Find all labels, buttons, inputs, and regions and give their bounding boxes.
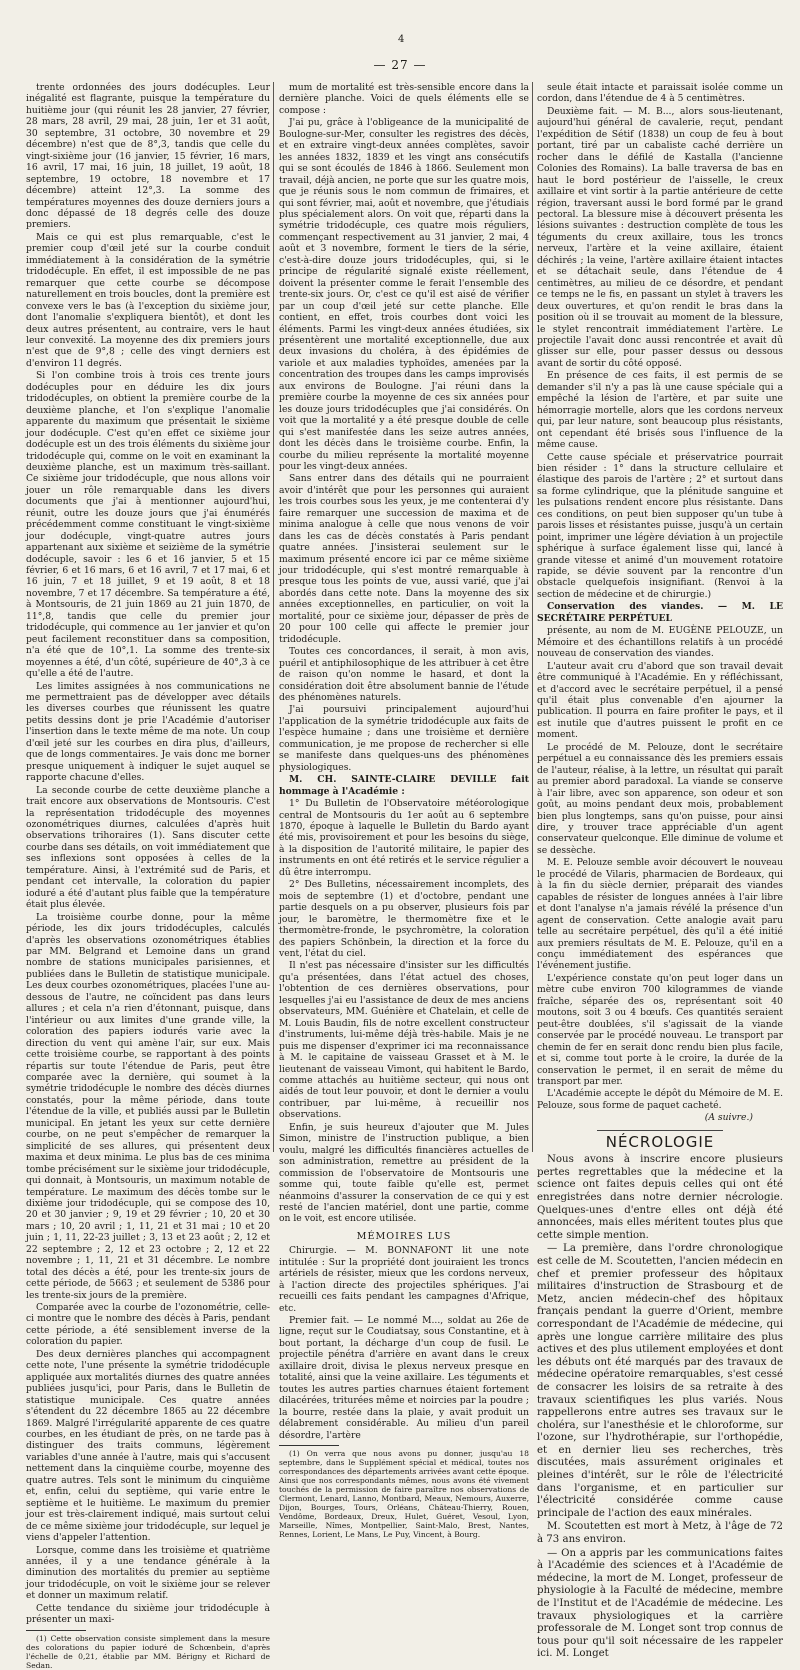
paragraph: M. Scoutetten est mort à Metz, à l'âge de 72 à 73 ans environ. <box>537 1521 783 1546</box>
paragraph: En présence de ces faits, il est permis de se demander s'il n'y a pas là une cause spéciale qui a empêché la lésion de l'artère, et par suite une hémorragie mortelle, alors que les cordons nerveux qui, par leur nature, sont beaucoup plus résistants, ont cependant été brisés sous l'influence de la même cause. <box>537 370 783 451</box>
paragraph: M. E. Pelouze semble avoir découvert le nouveau le procédé de Vilaris, pharmacien de Bordeaux, qui à la fin du siècle dernier, préparait des viandes capables de résister de longues années à l'air libre et dont l'analyse n'a jamais révélé la présence d'un agent de conservation. Cette analogie avait paru telle au secrétaire perpétuel, dès qu'il a été initié aux premiers résultats de M. E. Pelouze, qu'il en a conçu immédiatement des espérances que l'événement justifie. <box>537 857 783 972</box>
paragraph: J'ai pu, grâce à l'obligeance de la municipalité de Boulogne-sur-Mer, consulter les registres des décès, et en extraire vingt-deux années complètes, savoir les années 1832, 1839 et les vingt ans consécutifs qui se sont écoulés de 1846 à 1866. Seulement mon travail, déjà ancien, ne porte que sur les quatre mois, que je réunis sous le nom commun de frimaires, et qui sont février, mai, août et novembre, que j'étudiais plus spécialement alors. On voit que, réparti dans la symétrie tridodécuple, ces quatre mois réguliers, commençant respectivement au 31 janvier, 2 mai, 4 août et 3 novembre, forment le tiers de la série, c'est-à-dire douze jours tridodécuples, qui, si le principe de régularité signalé existe réellement, doivent la présenter comme le ferait l'ensemble des trente-six jours. Or, c'est ce qu'il est aisé de vérifier par un coup d'œil jeté sur cette planche. Elle contient, en effet, trois courbes dont voici les éléments. Parmi les vingt-deux années étudiées, six présentèrent une mortalité exceptionnelle, due aux deux invasions du choléra, à des épidémies de variole et aux maladies typhoïdes, amenées par la concentration des troupes dans les camps improvisés aux environs de Boulogne. J'ai réuni dans la première courbe la moyenne de ces six années pour les douze jours tridodécuples que j'ai considérés. On voit que la mortalité y a été presque double de celle qui s'est manifestée dans les seize autres années, dont les décès dans le troisième courbe. Enfin, la courbe du milieu représente la mortalité moyenne pour les vingt-deux années. <box>279 117 529 472</box>
paragraph: Cette tendance du sixième jour tridodécuple à présenter un maxi- <box>26 1602 270 1626</box>
paragraph: trente ordonnées des jours dodécuples. Leur inégalité est flagrante, puisque la température du huitième jour (qui réunit les 28 janvier, 27 février, 28 mars, 28 avril, 29 mai, 28 juin, 1er et 31 août, 30 septembre, 31 octobre, 30 novembre et 29 décembre) n'est que de 8°,3, tandis que celle du vingt-sixième jour (16 janvier, 15 février, 16 mars, 16 avril, 17 mai, 16 juin, 18 juillet, 19 août, 18 septembre, 19 octobre, 18 novembre et 17 décembre) atteint 12°,3. La somme des températures moyennes des douze derniers jours a donc dépassé de 18 degrés celle des douze premiers. <box>26 82 270 231</box>
paragraph: La troisième courbe donne, pour la même période, les dix jours tridodécuples, calculés d'après les observations ozonométriques établies par MM. Belgrand et Lemoine dans un grand nombre de stations municipales parisiennes, et publiées dans le Bulletin de statistique municipale. Les deux courbes ozonométriques, placées l'une au-dessous de l'autre, ne coïncident pas dans leurs allures ; et cela n'a rien d'étonnant, puisque, dans l'intérieur ou aux limites d'une grande ville, la coloration des papiers iodurés varie avec la direction du vent qui amène l'air, sur eux. Mais cette troisième courbe, se rapportant à des points répartis sur toute l'étendue de Paris, peut être comparée avec la dernière, qui soumet à la symétrie tridodécuple le nombre des décès diurnes constatés, pour la même période, dans toute l'étendue de la ville, et publiés aussi par le Bulletin municipal. En jetant les yeux sur cette dernière courbe, on ne peut s'empêcher de remarquer la simplicité de ses allures, qui présentent deux maxima et deux minima. Le plus bas de ces minima tombe précisément sur le sixième jour tridodécuple, qui donnait, à Montsouris, un maximum notable de température. Le maximum des décès tombe sur le dixième jour tridodécuple, qui se compose des 10, 20 et 30 janvier ; 9, 19 et 29 février ; 10, 20 et 30 mars ; 10, 20 avril ; 1, 11, 21 et 31 mai ; 10 et 20 juin ; 1, 11, 22-23 juillet ; 3, 13 et 23 août ; 2, 12 et 22 septembre ; 2, 12 et 23 octobre ; 2, 12 et 22 novembre ; 1, 11, 21 et 31 décembre. Le nombre total des décès a été, pour les trente-six jours de cette période, de 5663 ; et seulement de 5386 pour les trente-six jours de la première. <box>26 911 270 1301</box>
paragraph: — La première, dans l'ordre chronologique est celle de M. Scoutetten, l'ancien médecin en chef et premier professeur des hôpitaux militaires d'instruction de Strasbourg et de Metz, ancien médecin-chef des hôpitaux français pendant la guerre d'Orient, membre correspondant de l'Académie de médecine, qui après une longue carrière militaire des plus actives et des plus utilement employées et dont les débuts ont été marqués par des travaux de médecine opératoire remarquables, s'est cessé de consacrer les loisirs de sa retraite à des travaux scientifiques les plus variés. Nous rappellerons entre autres ses travaux sur le choléra, sur l'anesthésie et le chloroforme, sur l'ozone, sur l'hydrothérapie, sur l'orthopédie, et en dernier lieu ses recherches, très discutées, mais assurément originales et pleines d'intérêt, sur le rôle de l'électricité dans l'organisme, et en particulier sur l'électricité considérée comme cause principale de l'action des eaux minérales. <box>537 1243 783 1519</box>
signature-a-suivre: (A suivre.) <box>704 1112 753 1124</box>
column-1 <box>26 82 270 1670</box>
paragraph: J'ai poursuivi principalement aujourd'hui l'application de la symétrie tridodécuple aux faits de l'espèce humaine ; dans une troisième et dernière communication, je me propose de rechercher si elle se manifeste dans quelques-uns des phénomènes physiologiques. <box>279 704 529 773</box>
paragraph: 1° Du Bulletin de l'Observatoire météorologique central de Montsouris du 1er août au 6 septembre 1870, époque à laquelle le Bulletin du Bardo ayant été mis, provisoirement et pour les besoins du siège, à la disposition de l'autorité militaire, le papier des instruments en ont été retirés et le service régulier a dû être interrompu. <box>279 798 529 878</box>
paragraph: Comparée avec la courbe de l'ozonométrie, celle-ci montre que le nombre des décès à Paris, pendant cette période, a été sensiblement inverse de la coloration du papier. <box>26 1302 270 1348</box>
entry-title-deville: M. CH. SAINTE-CLAIRE DEVILLE fait hommage à l'Académie : <box>279 774 529 797</box>
footnote: (1) Cette observation consiste simplement dans la mesure des colorations du papier ioduré de Schœnbein, d'après l'échelle de 0,21, établie par MM. Bérigny et Richard de Sedan. <box>26 1633 270 1670</box>
paragraph: L'Académie accepte le dépôt du Mémoire de M. E. Pelouze, sous forme de paquet cacheté. <box>537 1088 783 1111</box>
paragraph: Mais ce qui est plus remarquable, c'est le premier coup d'œil jeté sur la courbe conduit immédiatement à la considération de la symétrie tridodécuple. En effet, il est impossible de ne pas remarquer que cette courbe se décompose naturellement en trois boucles, dont la première est convexe vers le bas (à l'exception du sixième jour, dont l'anomalie s'expliquera bientôt), et dont les deux autres présentent, au contraire, vers le haut leur convexité. La moyenne des dix premiers jours n'est que de 9°,8 ; celle des vingt derniers est d'environ 11 degrés. <box>26 231 270 369</box>
footnote: (1) On verra que nous avons pu donner, jusqu'au 18 septembre, dans le Supplément spécial et médical, toutes nos correspondances des départements arrivées avant cette époque. Ainsi que nos correspondants mêmes, nous avons été vivement touchés de la permission de faire paraître nos observations de Clermont, Lenard, Lanno, Montbard, Meaux, Nemours, Auxerre, Dijon, Bourges, Tours, Orléans, Château-Thierry, Rouen, Vendôme, Bordeaux, Dreux, Hulet, Guéret, Vesoul, Lyon, Marseille, Nîmes, Montpellier, Saint-Malo, Brest, Nantes, Rennes, Lorient, Le Mans, Le Puy, Vincent, à Bourg. <box>279 1449 529 1540</box>
paragraph: — On a appris par les communications faites à l'Académie des sciences et à l'Académie de médecine, la mort de M. Longet, professeur de physiologie à la Faculté de médecine, membre de l'Institut et de l'Académie de médecine. Les travaux physiologiques et la carrière professorale de M. Longet sont trop connus de tous pour qu'il soit nécessaire de les rappeler ici. M. Longet <box>537 1547 783 1660</box>
paragraph: Il n'est pas nécessaire d'insister sur les difficultés qu'a présentées, dans l'état actuel des choses, l'obtention de ces dernières observations, pour lesquelles j'ai eu l'assistance de deux de mes anciens observateurs, MM. Guénière et Chatelain, et celle de M. Louis Baudin, fils de notre excellent constructeur d'instruments, lui-même déjà très-habile. Mais je ne puis me dispenser d'exprimer ici ma reconnaissance à M. le capitaine de vaisseau Grasset et à M. le lieutenant de vaisseau Vimont, qui habitent le Bardo, comme attachés au huitième secteur, qui nous ont aidés de tout leur pouvoir, et dont le dernier a voulu contribuer, par lui-même, à recueillir nos observations. <box>279 960 529 1121</box>
entry-title-viandes: Conservation des viandes. — M. LE SECRÉTAIRE PERPÉTUEL <box>537 601 783 624</box>
paragraph: L'expérience constate qu'on peut loger dans un mètre cube environ 700 kilogrammes de viande fraîche, séparée des os, représentant soit 40 moutons, soit 3 ou 4 bœufs. Ces quantités seraient peut-être doublées, s'il s'agissait de la viande conservée par le procédé nouveau. Le transport par chemin de fer en serait donc rendu bien plus facile, et si, comme tout porte à le croire, la durée de la conservation le permet, il en serait de même du transport par mer. <box>537 972 783 1087</box>
section-title-necrologie: NÉCROLOGIE <box>605 1132 715 1151</box>
paragraph: Enfin, je suis heureux d'ajouter que M. Jules Simon, ministre de l'instruction publique, a bien voulu, malgré les difficultés financières actuelles de son administration, remettre au président de la commission de l'observatoire de Montsouris une somme qui, toute faible qu'elle est, permet néanmoins d'assurer la conservation de ce qui y est resté de l'ancien matériel, dont une partie, comme on le voit, est encore utilisée. <box>279 1121 529 1225</box>
entry-title-bonnafont: Chirurgie. — M. BONNAFONT lit une note intitulée : Sur la propriété dont jouiraient les troncs artériels de résister, mieux que les cordons nerveux, à l'action directe des projectiles sphériques. J'ai recueilli ces faits pendant les campagnes d'Afrique, etc. <box>279 1245 529 1314</box>
top-mark: 4 <box>398 34 405 45</box>
paragraph: La seconde courbe de cette deuxième planche a trait encore aux observations de Montsouris. C'est la représentation tridodécuple des moyennes ozonométriques diurnes, calculées d'après huit observations trihoraires (1). Sans discuter cette courbe dans ses détails, on voit immédiatement que ses inflexions sont opposées à celles de la température. Ainsi, à l'extrémité sud de Paris, et pendant cet intervalle, la coloration du papier ioduré a été d'autant plus faible que la température était plus élevée. <box>26 784 270 911</box>
paragraph: Des deux dernières planches qui accompagnent cette note, l'une présente la symétrie tridodécuple appliquée aux mortalités diurnes des quatre années publiées jusqu'ici, pour Paris, dans le Bulletin de statistique municipale. Ces quatre années s'étendent du 22 décembre 1865 au 22 décembre 1869. Malgré l'irrégularité apparente de ces quatre courbes, en les étudiant de près, on ne tarde pas à distinguer des traits communs, légèrement variables d'une année à l'autre, mais qui s'accusent nettement dans la cinquième courbe, moyenne des quatre autres. Tels sont le minimum du cinquième et, enfin, celui du septième, qui varie entre le septième et le huitième. Le maximum du premier jour est très-clairement indiqué, mais surtout celui de ce même sixième jour tridodécuple, sur lequel je viens d'appeler l'attention. <box>26 1348 270 1544</box>
paragraph: Nous avons à inscrire encore plusieurs pertes regrettables que la médecine et la science ont faites depuis celles qui ont été enregistrées dans notre dernier nécrologie. Quelques-unes d'entre elles ont déjà été annoncées, mais elles méritent toutes plus que cette simple mention. <box>537 1154 783 1241</box>
paragraph: Sans entrer dans des détails qui ne pourraient avoir d'intérêt que pour les personnes qui auraient les trois courbes sous les yeux, je me contenterai d'y faire remarquer une succession de maxima et de minima analogue à celle que nous venons de voir dans les cas de décès constatés à Paris pendant quatre années. J'insisterai seulement sur le maximum présenté encore ici par ce même sixième jour tridodécuple, qui s'est montré remarquable à presque tous les points de vue, aussi varié, que j'ai abordés dans cette note. Dans la moyenne des six années exceptionnelles, en particulier, on voit la mortalité, pour ce sixième jour, dépasser de près de 20 pour 100 celle qui affecte le premier jour tridodécuple. <box>279 473 529 645</box>
footnote-rule <box>26 1630 86 1631</box>
column-rule-right <box>532 82 533 1152</box>
paragraph: présente, au nom de M. EUGÈNE PELOUZE, un Mémoire et des échantillons relatifs à un procédé nouveau de conservation des viandes. <box>537 625 783 660</box>
paragraph: Les limites assignées à nos communications ne me permettraient pas de développer avec détails les diverses courbes que réunissent les quatre petits dessins dont je prie l'Académie d'autoriser l'insertion dans le texte même de ma note. Un coup d'œil jeté sur les courbes en dira plus, d'ailleurs, que de longs commentaires. Je vais donc me borner presque uniquement à indiquer le sujet auquel se rapporte chacune d'elles. <box>26 680 270 784</box>
paragraph: mum de mortalité est très-sensible encore dans la dernière planche. Voici de quels éléments elle se compose : <box>279 82 529 116</box>
paragraph: L'auteur avait cru d'abord que son travail devait être communiqué à l'Académie. En y réfléchissant, et d'accord avec le secrétaire perpétuel, il a pensé qu'il était plus convenable d'en ajourner la publication. Il pourra en faire profiter le pays, et il est inutile que d'autres puissent le profit en ce moment. <box>537 660 783 741</box>
paragraph: 2° Des Bulletins, nécessairement incomplets, des mois de septembre (1) et d'octobre, pendant une partie desquels on a pu observer, plusieurs fois par jour, le baromètre, le thermomètre fixe et le thermomètre-fronde, le psychromètre, la coloration des papiers Schönbein, la direction et la force du vent, l'état du ciel. <box>279 879 529 959</box>
paragraph: Cette cause spéciale et préservatrice pourrait bien résider : 1° dans la structure cellulaire et élastique des parois de l'artère ; 2° et surtout dans sa forme cylindrique, que la plénitude sanguine et les pulsations rendent encore plus résistante. Dans ces conditions, on peut bien supposer qu'un tube à parois lisses et résistantes puisse, jusqu'à un certain point, imprimer une légère déviation à un projectile sphérique à surface également lisse qui, lancé à grande vitesse et animé d'un mouvement rotatoire rapide, se dévie souvent par la rencontre d'un obstacle quelquefois insignifiant. (Renvoi à la section de médecine et de chirurgie.) <box>537 451 783 600</box>
page-number: — 27 — <box>373 58 427 72</box>
footnote-rule <box>279 1445 339 1446</box>
column-3 <box>537 82 783 1660</box>
paragraph: Lorsque, comme dans les troisième et quatrième années, il y a une tendance générale à la diminution des mortalités du premier au septième jour tridodécuple, on voit le sixième jour se relever et donner un maximum relatif. <box>26 1544 270 1602</box>
paragraph: Deuxième fait. — M. B..., alors sous-lieutenant, aujourd'hui général de cavalerie, reçut, pendant l'expédition de Sétif (1838) un coup de feu à bout portant, tiré par un cabaliste caché derrière un rocher dans le défilé de Kastalla (l'ancienne Colonies des Romains). La balle traversa de bas en haut le bord postérieur de l'aisselle, le creux axillaire et vint sortir à la partie antérieure de cette région, traversant aussi le bord formé par le grand pectoral. La blessure mise à découvert présenta les lésions suivantes : destruction complète de tous les téguments du creux axillaire, tous les troncs nerveux, l'artère et la veine axillaire, étaient déchirés ; la veine, l'artère axillaire étaient intactes et se détachait seule, dans l'étendue de 4 centimètres, au milieu de ce désordre, et pendant ce temps ne le fis, en passant un stylet à travers les deux ouvertures, et qu'on rendit le bras dans la position où il se trouvait au moment de la blessure, le stylet rencontrait immédiatement l'artère. Le projectile l'avait donc aussi rencontrée et avait dû glisser sur elle, pour passer dessus ou dessous avant de sortir du côté opposé. <box>537 105 783 369</box>
column-2 <box>279 82 529 1540</box>
paragraph: Toutes ces concordances, il serait, à mon avis, puéril et antiphilosophique de les attribuer à cet être de raison qu'on nomme le hasard, et dont la considération doit être absolument bannie de l'étude des phénomènes naturels. <box>279 646 529 704</box>
section-title-memoires: MÉMOIRES LUS <box>356 1230 452 1242</box>
paragraph: Si l'on combine trois à trois ces trente jours dodécuples pour en déduire les dix jours tridodécuples, on obtient la première courbe de la deuxième planche, et l'on s'explique l'anomalie apparente du maximum que présentait le sixième jour dodécuple. C'est qu'en effet ce sixième jour dodécuple est un des trois éléments du sixième jour tridodécuple qui, comme on le voit en examinant la deuxième planche, est un maximum très-saillant. Ce sixième jour tridodécuple, que nous allons voir jouer un rôle remarquable dans les divers documents que j'ai à mentionner aujourd'hui, réunit, outre les douze jours que j'ai énumérés précédemment comme constituant le vingt-sixième jour dodécuple, vingt-quatre autres jours appartenant aux sixième et seizième de la symétrie dodécuple, savoir : les 6 et 16 janvier, 5 et 15 février, 6 et 16 mars, 6 et 16 avril, 7 et 17 mai, 6 et 16 juin, 7 et 18 juillet, 9 et 19 août, 8 et 18 novembre, 7 et 17 décembre. Sa température a été, à Montsouris, de 21 juin 1869 au 21 juin 1870, de 11°,8, tandis que celle du premier jour tridodécuple, qui commence au 1er janvier et qu'on peut facilement reconstituer dans sa composition, n'a été que de 10°,1. La somme des trente-six moyennes a été, d'un côté, supérieure de 40°,3 à ce qu'elle a été de l'autre. <box>26 370 270 680</box>
column-rule-left <box>273 82 274 1152</box>
paragraph: Le procédé de M. Pelouze, dont le secrétaire perpétuel a eu connaissance dès les premiers essais de l'auteur, réalise, à la lettre, un résultat qui paraît au premier abord paradoxal. La viande se conserve à l'air libre, avec son apparence, son odeur et son goût, au moins pendant deux mois, probablement bien plus longtemps, sans qu'on puisse, pour ainsi dire, y trouver trace appréciable d'un agent conservateur quelconque. Elle diminue de volume et se dessèche. <box>537 741 783 856</box>
paragraph: seule était intacte et paraissait isolée comme un cordon, dans l'étendue de 4 à 5 centimètres. <box>537 82 783 105</box>
paragraph: Premier fait. — Le nommé M..., soldat au 26e de ligne, reçut sur le Coudiatsay, sous Constantine, et à bout portant, la décharge d'un coup de fusil. Le projectile pénétra d'arrière en avant dans le creux axillaire droit, divisa le plexus nerveux presque en totalité, ainsi que la veine axillaire. Les téguments et toutes les autres parties charnues étaient fortement dilacérées, triturées même et noircies par la poudre ; la bourre, restée dans la plaie, y avait produit un délabrement considérable. Au milieu d'un pareil désordre, l'artère <box>279 1315 529 1441</box>
section-divider <box>597 1130 723 1131</box>
